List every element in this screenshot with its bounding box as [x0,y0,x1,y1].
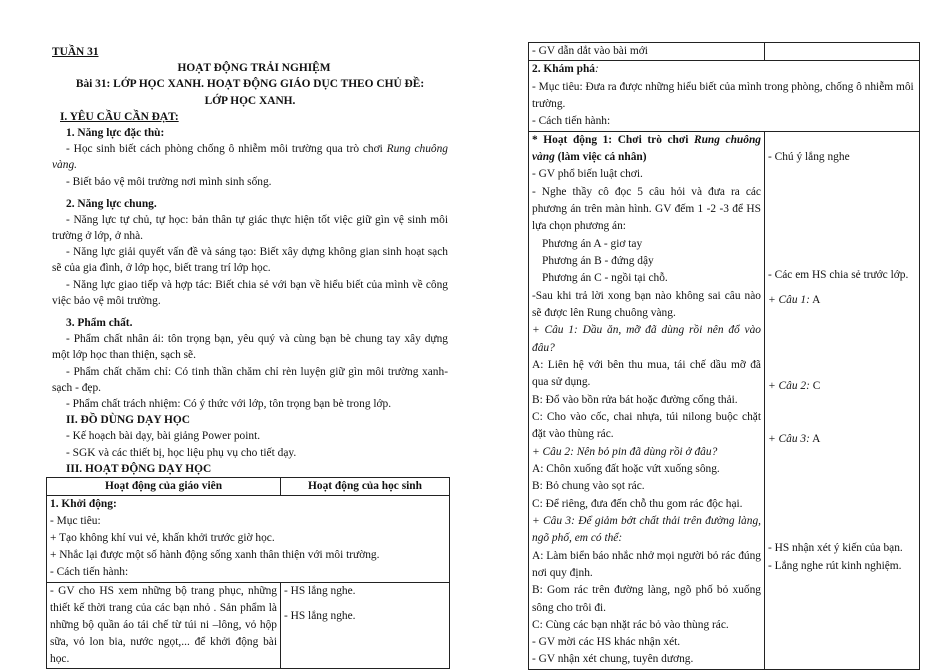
section-activities: III. HOẠT ĐỘNG DẠY HỌC [66,462,212,475]
specific-item-1: - Học sinh biết cách phòng chống ô nhiễm môi trường qua trò chơi Rung chuông vàng. [52,143,448,172]
student-answer-3: + Câu 3: A [768,432,821,445]
warmup-title: 1. Khởi động: [50,497,117,510]
warmup-student-cell [281,582,450,669]
student-answer-2: + Câu 2: C [768,379,821,392]
warmup-student-1: - HS lắng nghe. [284,584,356,597]
intro-student-cell [765,43,920,61]
explore-goal: - Mục tiêu: Đưa ra được những hiểu biết của mình trong phòng, chống ô nhiễm môi trường. [532,80,914,110]
q3-answer-a: A: Làm biển báo nhắc nhở mọi người bỏ rác đúng nơi quy định. [532,549,761,579]
subject-title: HOẠT ĐỘNG TRẢI NGHIỆM [177,62,331,75]
explore-title: 2. Khám phá: [532,63,599,76]
activity1-teacher-cell [529,131,765,669]
warmup-cell [47,495,450,582]
warmup-goal-1: + Tạo không khí vui vẻ, khấn khởi trước giờ học. [50,532,275,545]
warmup-method: - Cách tiến hành: [50,566,129,579]
quality-item-3: - Phẩm chất trách nhiệm: Có ý thức với lớp, tôn trọng bạn bè trong lớp. [66,397,392,410]
question-2: + Câu 2: Nên bỏ pin đã dùng rồi ở đâu? [532,445,718,458]
q3-answer-b: B: Gom rác trên đường làng, ngõ phố bỏ xuống sông cho trôi đi. [532,584,761,614]
student-listen: - Chú ý lắng nghe [768,150,850,163]
activity-table-right [528,42,920,670]
section-materials: II. ĐỒ DÙNG DẠY HỌC [66,414,190,427]
intro-teacher-cell: - GV dẫn dắt vào bài mới [529,43,765,61]
rule-text: - GV phổ biến luật chơi. [532,168,643,181]
q1-answer-a: A: Liên hệ với bên thu mua, tái chế dầu mỡ đã qua sử dụng. [532,358,761,389]
student-answer-1: + Câu 1: A [768,294,821,307]
general-item-2: - Năng lực giải quyết vấn đề và sáng tạo: Biết xây dựng không gian sinh hoạt sạch sẽ của gia đình, ở lớp học, biết trang trí lớp học. [52,246,448,275]
activity1-student-cell [765,131,920,669]
explore-method: - Cách tiến hành: [532,115,611,128]
warmup-goal-2: + Nhắc lại được một số hành động sống xanh thân thiện với môi trường. [50,549,380,562]
general-item-1: - Năng lực tự chủ, tự học: bản thân tự giác thực hiện tốt việc giữ gìn vệ sinh môi trường ở lớp, ở nhà. [52,213,448,243]
student-feedback: - HS nhận xét ý kiến của bạn. [768,542,903,555]
warmup-goal: - Mục tiêu: [50,515,101,528]
question-3: + Câu 3: Để giảm bớt chất thải trên đường làng, ngõ phố, em có thể: [532,514,761,545]
general-item-3: - Năng lực giao tiếp và hợp tác: Biết chia sẻ với bạn về hiểu biết của mình về công việc bảo vệ môi trường. [52,278,448,307]
quality-item-2: - Phẩm chất chăm chỉ: Có tinh thần chăm chỉ rèn luyện giữ gìn môi trường xanh- sạch - đẹp. [52,365,448,394]
material-item-2: - SGK và các thiết bị, học liệu phụ vụ cho tiết dạy. [66,446,297,459]
teacher-conclusion: - GV nhận xét chung, tuyên dương. [532,653,694,666]
option-a: Phương án A - giơ tay [542,237,643,250]
lesson-title-line1: Bài 31: LỚP HỌC XANH. HOẠT ĐỘNG GIÁO DỤC THEO CHỦ ĐỀ: [75,78,425,91]
q2-answer-b: B: Bỏ chung vào sọt rác. [532,480,645,493]
option-b: Phương án B - đứng dậy [542,254,654,267]
q2-answer-a: A: Chôn xuống đất hoặc vứt xuống sông. [532,462,720,475]
option-c: Phương án C - ngồi tại chỗ. [542,272,668,285]
material-item-1: - Kế hoạch bài dạy, bài giảng Power point. [66,430,261,443]
warmup-student-2: - HS lắng nghe. [284,609,356,622]
activity-table-left [46,477,450,669]
invite-comment: - GV mời các HS khác nhận xét. [532,636,681,649]
student-column-header: Hoạt động của học sinh [281,477,450,495]
subsection-specific: 1. Năng lực đặc thù: [66,126,165,139]
q2-answer-c: C: Để riêng, đưa đến chỗ thu gom rác độc hại. [532,497,743,510]
lesson-title-line2: LỚP HỌC XANH. [204,94,296,107]
rule-detail: - Nghe thầy cô đọc 5 câu hỏi và đưa ra các phương án trên màn hình. GV đếm 1 -2 -3 để HS lựa chọn phương án: [532,185,761,233]
student-learn: - Lắng nghe rút kinh nghiệm. [768,559,902,572]
quality-item-1: - Phẩm chất nhân ái: tôn trọng bạn, yêu quý và cùng bạn bè chung tay xây dựng một lớp học than thiện, sạch sẽ. [52,333,448,362]
after-answer: -Sau khi trả lời xong bạn nào không sai câu nào sẽ được lên Rung chuông vàng. [532,289,761,319]
left-page [52,0,448,669]
question-1: + Câu 1: Dầu ăn, mỡ đã dùng rồi nên đổ vào đâu? [532,324,761,354]
explore-cell [529,61,920,131]
warmup-teacher-text: - GV cho HS xem những bộ trang phục, những thiết kế thời trang của các bạn nhỏ . Sản phẩm là những bộ quần áo tái chế từ túi ni –lông, vỏ hộp sữa, vỏ lon bia, nước ngọt,... để khởi động bài học. [50,584,277,665]
teacher-column-header: Hoạt động của giáo viên [47,477,281,495]
activity1-title: * Hoạt động 1: Chơi trò chơi Rung chuông vàng (làm việc cá nhân) [532,133,761,163]
subsection-qualities: 3. Phẩm chất. [66,317,133,329]
q1-answer-c: C: Cho vào cốc, chai nhựa, túi nilong buộc chặt đặt vào thùng rác. [532,410,761,441]
subsection-general: 2. Năng lực chung. [66,197,157,210]
q1-answer-b: B: Đổ vào bồn rửa bát hoặc đường cống thải. [532,393,738,406]
warmup-teacher-cell [47,582,281,669]
section-requirements: I. YÊU CẦU CẦN ĐẠT: [60,110,179,123]
student-share: - Các em HS chia sẻ trước lớp. [768,268,909,281]
q3-answer-c: C: Cùng các bạn nhặt rác bỏ vào thùng rác. [532,618,729,631]
specific-item-2: - Biết bảo vệ môi trường nơi mình sinh sống. [66,175,272,188]
week-label: TUẦN 31 [52,46,99,58]
right-page [528,0,920,670]
